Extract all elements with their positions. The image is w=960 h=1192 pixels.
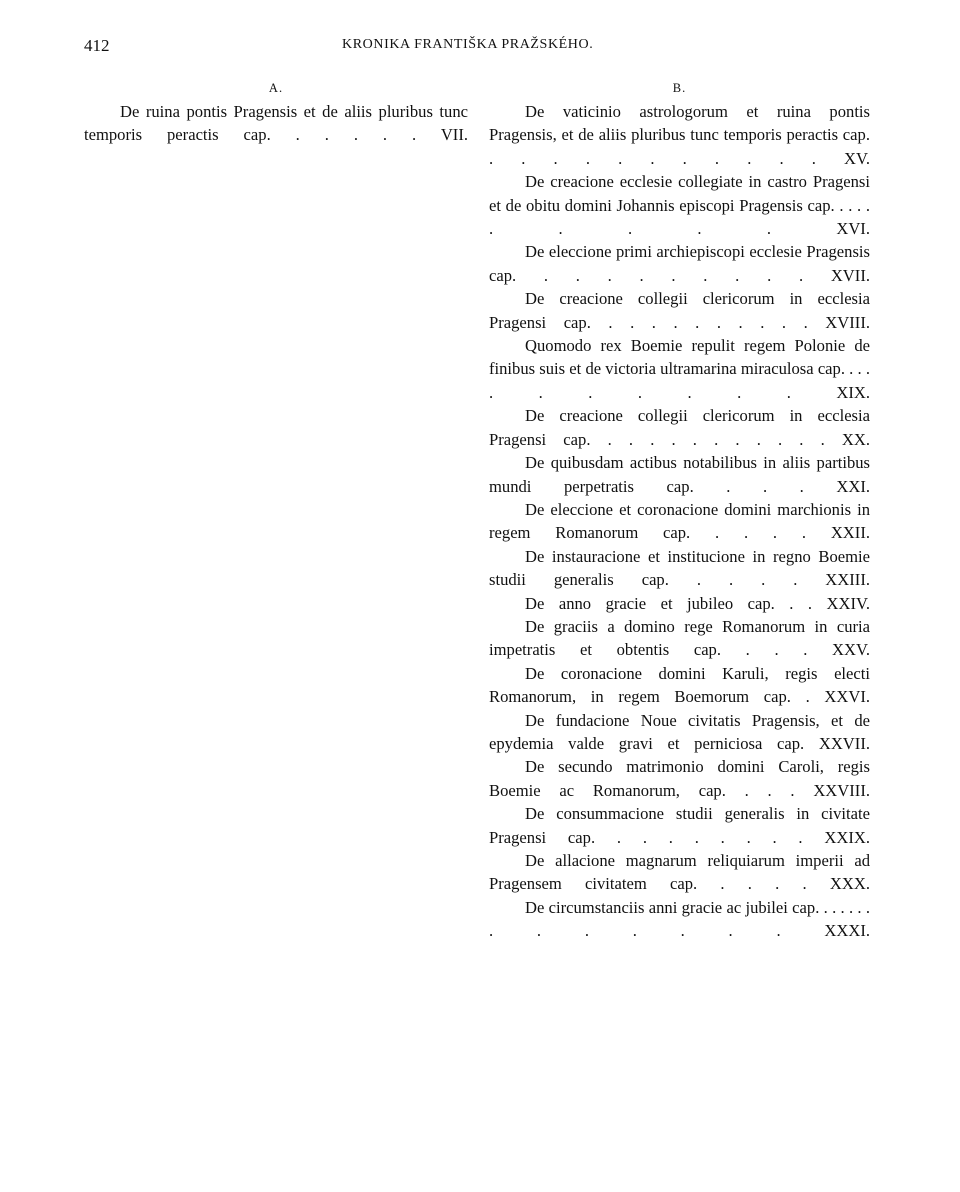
- toc-entry: Quomodo rex Boemie repulit regem Polonie de finibus suis et de victoria ultramarina miraculosa cap. . . . . . . . . . . XIX.: [489, 336, 870, 402]
- toc-entry: De creacione ecclesie collegiate in castro Pragensi et de obitu domini Johannis episcopi Pragensis cap. . . . . . . . . . XVI.: [489, 172, 870, 239]
- column-b: [489, 76, 870, 943]
- running-title: KRONIKA FRANTIŠKA PRAŽSKÉHO.: [342, 37, 594, 52]
- toc-entry: De eleccione primi archiepiscopi ecclesie Pragensis cap. . . . . . . . . . XVII.: [489, 242, 870, 285]
- toc-entry: De circumstanciis anni gracie ac jubilei cap. . . . . . . . . . . . . . XXXI.: [489, 897, 870, 941]
- toc-entry: De consummacione studii generalis in civitate Pragensi cap. . . . . . . . . XXIX.: [489, 804, 870, 847]
- toc-entry: De ruina pontis Pragensis et de aliis pluribus tunc temporis peractis cap. . . . . . VII.: [84, 102, 468, 145]
- column-b-heading: B.: [672, 81, 687, 95]
- toc-entry: De instauracione et institucione in regno Boemie studii generalis cap. . . . . XXIII.: [489, 546, 870, 590]
- toc-entry: De graciis a domino rege Romanorum in curia impetratis et obtentis cap. . . . XXV.: [489, 616, 870, 660]
- toc-entry: De quibusdam actibus notabilibus in aliis partibus mundi perpetratis cap. . . . XXI.: [489, 453, 870, 496]
- column-a-heading: A.: [268, 81, 284, 95]
- page-number: 412: [84, 36, 110, 55]
- toc-entry: De vaticinio astrologorum et ruina pontis Pragensis, et de aliis pluribus tunc temporis peractis cap. . . . . . . . . . . . XV.: [489, 102, 870, 168]
- toc-entry: De secundo matrimonio domini Caroli, regis Boemie ac Romanorum, cap. . . . XXVIII.: [489, 757, 870, 800]
- toc-entry: De eleccione et coronacione domini marchionis in regem Romanorum cap. . . . . XXII.: [489, 499, 870, 543]
- toc-entry: De allacione magnarum reliquiarum imperii ad Pragensem civitatem cap. . . . . XXX.: [489, 851, 870, 894]
- page-header: [84, 36, 870, 60]
- toc-entry: De creacione collegii clericorum in ecclesia Pragensi cap. . . . . . . . . . . . XX.: [489, 406, 870, 449]
- toc-entry: De fundacione Noue civitatis Pragensis, et de epydemia valde gravi et perniciosa cap. XXVII.: [489, 710, 870, 753]
- toc-entry: De coronacione domini Karuli, regis electi Romanorum, in regem Boemorum cap. . XXVI.: [489, 663, 870, 707]
- column-a: [84, 76, 468, 147]
- toc-entry: De creacione collegii clericorum in ecclesia Pragensi cap. . . . . . . . . . . XVIII.: [489, 289, 870, 332]
- toc-entry: De anno gracie et jubileo cap. . . XXIV.: [525, 593, 870, 613]
